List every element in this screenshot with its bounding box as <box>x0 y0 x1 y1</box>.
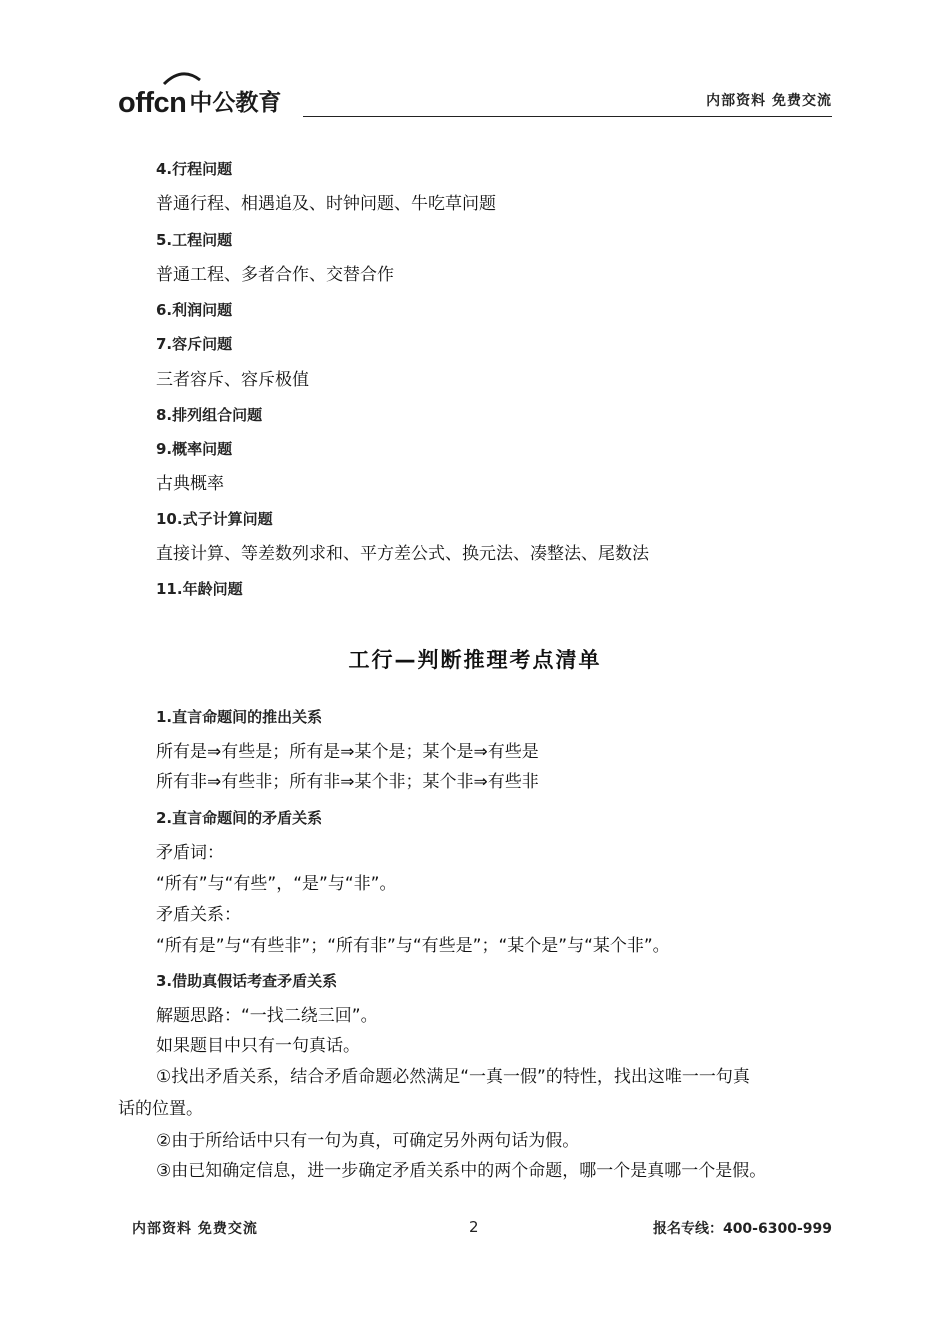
section-heading: 2.直言命题间的矛盾关系 <box>156 809 323 827</box>
section-heading: 1.直言命题间的推出关系 <box>156 708 323 726</box>
logo-chinese-text: 中公教育 <box>189 90 282 116</box>
section-heading: 9.概率问题 <box>156 440 233 458</box>
section-line: 直接计算、等差数列求和、平方差公式、换元法、凑整法、尾数法 <box>156 544 649 564</box>
section-line: 矛盾关系： <box>156 905 241 925</box>
section-heading: 4.行程问题 <box>156 160 233 178</box>
section-heading: 8.排列组合问题 <box>156 406 263 424</box>
section-heading: 5.工程问题 <box>156 231 233 249</box>
page-number: 2 <box>469 1218 479 1236</box>
header-notice: 内部资料 免费交流 <box>706 93 832 109</box>
logo-latin-text: offcn <box>118 87 187 119</box>
section-line: “所有是”与“有些非”；“所有非”与“有些是”；“某个是”与“某个非”。 <box>156 936 670 956</box>
page-header <box>118 72 832 118</box>
section-line: 普通行程、相遇追及、时钟问题、牛吃草问题 <box>156 194 496 214</box>
footer-hotline: 报名专线：400-6300-999 <box>652 1221 832 1237</box>
section-heading: 7.容斥问题 <box>156 335 233 353</box>
section-heading: 11.年龄问题 <box>156 580 243 598</box>
section-line: ①找出矛盾关系，结合矛盾命题必然满足“一真一假”的特性，找出这唯一一句真 <box>156 1067 750 1087</box>
section-line: 话的位置。 <box>118 1099 203 1119</box>
section-line: 普通工程、多者合作、交替合作 <box>156 265 394 285</box>
offcn-logo <box>118 78 281 118</box>
footer-notice: 内部资料 免费交流 <box>132 1221 258 1237</box>
section-line: 所有非⇒有些非；所有非⇒某个非；某个非⇒有些非 <box>156 772 539 792</box>
section-line: 解题思路：“一找二绕三回”。 <box>156 1006 378 1026</box>
section-line: ②由于所给话中只有一句为真，可确定另外两句话为假。 <box>156 1131 580 1151</box>
header-rule <box>303 116 832 117</box>
logo-arc-icon <box>162 70 202 86</box>
section-line: ③由已知确定信息，进一步确定矛盾关系中的两个命题，哪一个是真哪一个是假。 <box>156 1161 767 1181</box>
section-heading: 6.利润问题 <box>156 301 233 319</box>
section-heading: 10.式子计算问题 <box>156 510 273 528</box>
section-line: “所有”与“有些”，“是”与“非”。 <box>156 874 397 894</box>
page-title: 工行—判断推理考点清单 <box>348 648 602 672</box>
section-heading: 3.借助真假话考查矛盾关系 <box>156 972 338 990</box>
section-line: 矛盾词： <box>156 843 224 863</box>
section-line: 如果题目中只有一句真话。 <box>156 1036 360 1056</box>
section-line: 三者容斥、容斥极值 <box>156 370 309 390</box>
section-line: 所有是⇒有些是；所有是⇒某个是；某个是⇒有些是 <box>156 742 539 762</box>
section-line: 古典概率 <box>156 474 224 494</box>
